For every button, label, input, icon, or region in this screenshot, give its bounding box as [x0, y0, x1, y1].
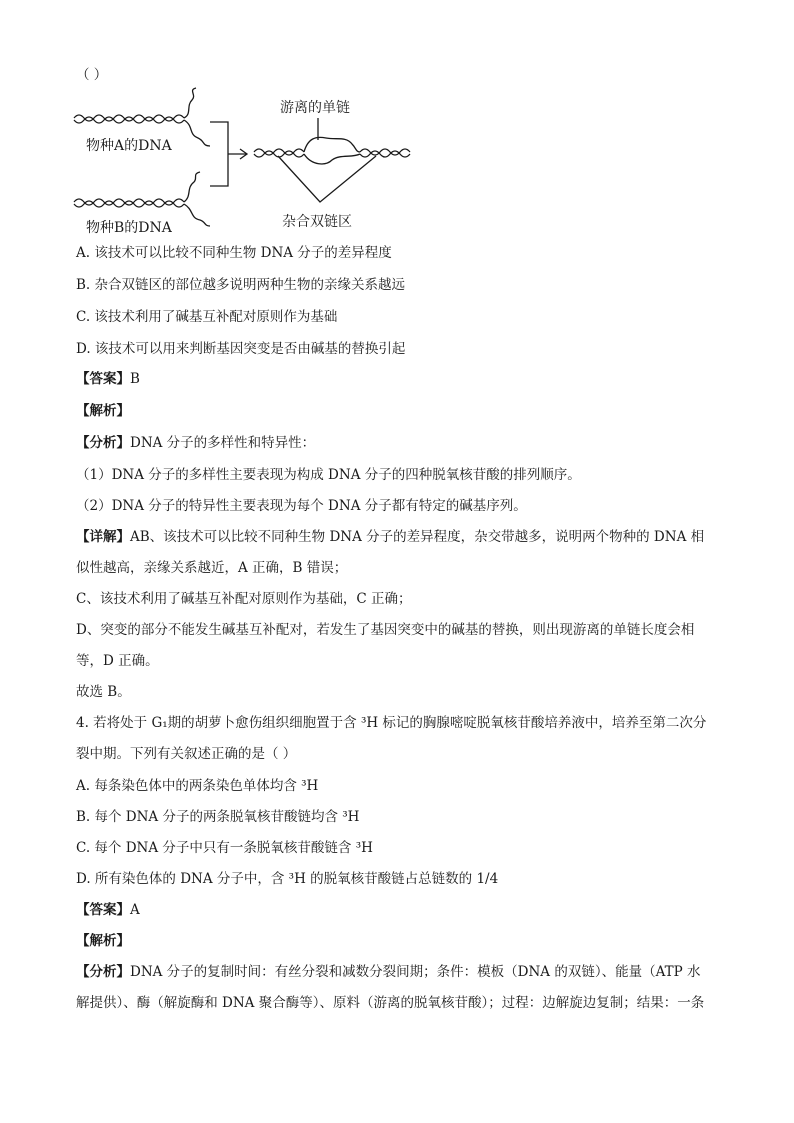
q3-detail-line-6: 故选 B。 — [76, 684, 131, 700]
q3-answer-label: 【答案】 — [76, 371, 130, 387]
q3-detail-line-2: 似性越高，亲缘关系越近，A 正确，B 错误； — [76, 560, 348, 576]
label-species-a: 物种A的DNA — [86, 138, 172, 154]
hybrid-dna — [254, 137, 410, 164]
q3-detail-line-1 — [76, 528, 704, 546]
q3-detail-line-5: 等，D 正确。 — [76, 653, 159, 669]
dna-hybridization-figure — [70, 86, 430, 236]
q3-option-c: C. 该技术利用了碱基互补配对原则作为基础 — [76, 309, 338, 325]
q4-analysis-label: 解析 — [89, 933, 117, 949]
q4-fenxi-line-1 — [76, 963, 701, 981]
q4-answer — [76, 901, 140, 919]
q4-option-c: C. 每个 DNA 分子中只有一条脱氧核苷酸链含 ³H — [76, 840, 373, 856]
q4-fenxi-line-2: 解提供）、酶（解旋酶和 DNA 聚合酶等）、原料（游离的脱氧核苷酸）；过程：边解旋边复制；结果：一条 — [76, 995, 705, 1011]
q4-option-d: D. 所有染色体的 DNA 分子中，含 ³H 的脱氧核苷酸链占总链数的 1/4 — [76, 871, 499, 887]
q4-stem-line-1: 4. 若将处于 G₁期的胡萝卜愈伤组织细胞置于含 ³H 标记的胸腺嘧啶脱氧核苷酸培养液中，培养至第二次分 — [76, 715, 707, 731]
label-hybrid-region: 杂合双链区 — [282, 214, 352, 230]
q4-answer-value: A — [130, 902, 140, 918]
q3-detail-line-4: D、突变的部分不能发生碱基互补配对，若发生了基因突变中的碱基的替换，则出现游离的单链长度会相 — [76, 622, 695, 638]
q3-fenxi — [76, 434, 315, 452]
q4-fenxi-text-1: DNA 分子的复制时间：有丝分裂和减数分裂间期；条件：模板（DNA 的双链）、能量（ATP 水 — [130, 964, 701, 980]
q3-point-1: （1）DNA 分子的多样性主要表现为构成 DNA 分子的四种脱氧核苷酸的排列顺序。 — [76, 467, 581, 483]
q3-analysis-heading: 【解析】 — [76, 403, 130, 419]
q3-analysis-label: 解析 — [89, 403, 117, 419]
q4-option-b: B. 每个 DNA 分子的两条脱氧核苷酸链均含 ³H — [76, 809, 360, 825]
q3-point-2: （2）DNA 分子的特异性主要表现为每个 DNA 分子都有特定的碱基序列。 — [76, 498, 527, 514]
q3-detail-label: 【详解】 — [76, 529, 130, 545]
q3-option-b: B. 杂合双链区的部位越多说明两种生物的亲缘关系越远 — [76, 277, 406, 293]
q4-answer-label: 【答案】 — [76, 902, 130, 918]
q4-analysis-heading: 【解析】 — [76, 933, 130, 949]
q3-detail-line-3: C、该技术利用了碱基互补配对原则作为基础，C 正确； — [76, 591, 412, 607]
q3-stem-paren: （ ） — [76, 67, 108, 83]
q3-detail-text-1: AB、该技术可以比较不同种生物 DNA 分子的差异程度，杂交带越多，说明两个物种的 DNA 相 — [130, 529, 705, 545]
q3-answer-value: B — [130, 371, 140, 387]
q4-stem-line-2: 裂中期。下列有关叙述正确的是（ ） — [76, 746, 297, 762]
q3-answer — [76, 370, 140, 388]
q4-option-a: A. 每条染色体中的两条染色单体均含 ³H — [76, 778, 319, 794]
q3-option-a: A. 该技术可以比较不同种生物 DNA 分子的差异程度 — [76, 245, 392, 261]
q3-fenxi-label: 【分析】 — [76, 435, 130, 451]
q4-fenxi-label: 【分析】 — [76, 964, 130, 980]
q3-option-d: D. 该技术可以用来判断基因突变是否由碱基的替换引起 — [76, 341, 406, 357]
species-b-dna-helix — [74, 172, 210, 226]
bracket-arrow — [210, 122, 247, 186]
label-free-strand: 游离的单链 — [280, 100, 350, 116]
label-species-b: 物种B的DNA — [86, 220, 172, 236]
q3-fenxi-text: DNA 分子的多样性和特异性： — [130, 435, 316, 451]
